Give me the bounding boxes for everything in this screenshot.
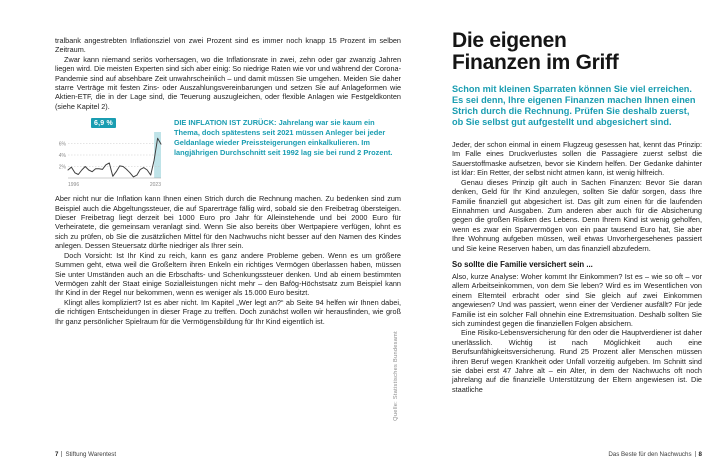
body-paragraph: Zwar kann niemand seriös vorhersagen, wo die Inflationsrate in zwei, zehn oder gar zwanzig Jahren liegen wird. Die meisten Experten sind sich aber einig: So niedrige Raten wie vor und während der Corona-Pandemie sind auf absehbare Zeit unwahrscheinlich – und damit müssen Sie umgehen. Meiden Sie daher starre Verträge mit festen Zins- oder Auszahlungsvereinbarungen und setzen Sie auf Anlageformen wie Aktien-ETF, die in der Lage sind, die Teuerung auszugleichen, oder flexible Anlagen wie Festgeldkonten (siehe Kapitel 2).: [55, 54, 401, 111]
page-right: [452, 30, 702, 394]
chapter-title-line-1: Die eigenen: [452, 29, 567, 52]
chart-callout-lead: DIE INFLATION IST ZURÜCK:: [174, 118, 277, 128]
chapter-title-line-2: Finanzen im Griff: [452, 51, 619, 75]
body-paragraph: Jeder, der schon einmal in einem Flugzeug gesessen hat, kennt das Prinzip: Im Falle eines Druckverlustes sollen die Passagiere zuerst selbst die Sauerstoffmaske aufsetzen, bevor sie Kindern helfen. Der Gedanke dahinter ist klar: Ein Retter, der selbst nicht atmen kann, ist wenig hilfreich.: [452, 140, 702, 178]
inflation-peak-badge: 6,9 %: [91, 118, 116, 128]
footer-text-right: Das Beste für den Nachwuchs: [608, 451, 692, 458]
page-left: [55, 36, 401, 326]
body-paragraph: Klingt alles kompliziert? Ist es aber nicht. Im Kapitel „Wer legt an?“ ab Seite 94 helfen wir Ihnen dabei, die richtigen Entscheidungen in dieser Frage zu treffen. Doch zunächst wollen wir herausfinden, wie groß Ihr ganz persönlicher Spielraum für die Vermögensbildung für Ihr Kind eigentlich ist.: [55, 297, 401, 326]
page-number-right: 8: [698, 451, 702, 458]
body-paragraph: Genau dieses Prinzip gilt auch in Sachen Finanzen: Bevor Sie daran denken, Geld für Ihr Kind anzulegen, sollten Sie dafür sorgen, dass Ihre Familie finanziell gut abgesichert ist. Das gilt zum einen für die laufenden Einnahmen und Ausgaben. Zum anderen aber auch für die Absicherung gegen die großen Risiken des Lebens. Denn Ihrem Kind ist wenig geholfen, wenn es zwar ein Sparvermögen von ein paar tausend Euro hat, Sie aber Ihre Wohnung aufgeben müssen, weil etwas Unvorhergesehenes passiert und Sie keine Reserven haben, um das finanziell abzufedern.: [452, 177, 702, 253]
chart-source-note: Quelle: Statistisches Bundesamt: [393, 331, 399, 421]
page-footer-left: [55, 451, 116, 458]
chart-callout: [165, 118, 401, 187]
chart-callout-text: Jahrelang war sie kaum ein Thema, doch spätestens seit 2021 müssen Anleger bei jeder Geldanlage wieder Preissteigerungen einkalkulieren. Im langjährigen Durchschnitt seit 1992 lag sie bei rund 2 Prozent.: [174, 118, 393, 157]
footer-divider: [61, 451, 62, 457]
svg-text:1996: 1996: [68, 182, 80, 188]
body-paragraph: Aber nicht nur die Inflation kann Ihnen einen Strich durch die Rechnung machen. Zu bedenken sind zum Beispiel auch die Abgeltungssteuer, die auf Sparerträge fällig wird, sobald sie den Freibetrag übersteigen. Dieser Freibetrag liegt derzeit bei 1000 Euro pro Jahr für Alleinstehende und bei 2000 Euro für Verheiratete, die gemeinsam veranlagt sind. Wenn Sie also bereits über Wertpapiere verfügen, lohnt es sich zu prüfen, ob Sie die zusätzlichen Mittel für den Nachwuchs nicht besser auf den Namen des Kindes anlegen. Dessen Steuersatz dürfte niedriger als Ihrer sein.: [55, 194, 401, 251]
body-paragraph: tralbank angestrebten Inflationsziel von zwei Prozent sind es immer noch knapp 15 Prozent im selben Zeitraum.: [55, 36, 401, 55]
footer-divider: [695, 451, 696, 457]
body-paragraph: Doch Vorsicht: Ist Ihr Kind zu reich, kann es ganz andere Probleme geben. Wenn es um größere Summen geht, etwa weil die Großeltern ihren Enkeln ein richtiges Vermögen überlassen haben, müssen Sie unter Umständen auch an die Erbschafts- und Schenkungssteuer denken. Und ab einem bestimmten Vermögen zahlt der Staat einige Sozialleistungen nicht mehr – den Bafög-Höchstsatz zum Beispiel kann Ihr Kind in der Regel nur bekommen, wenn es weniger als 15.000 Euro besitzt.: [55, 250, 401, 298]
chapter-title: [452, 30, 702, 75]
page-number-left: 7: [55, 451, 59, 458]
section-subheading: So sollte die Familie versichert sein ...: [452, 259, 593, 269]
chapter-intro: Schon mit kleinen Sparraten können Sie viel erreichen. Es sei denn, Ihre eigenen Finanzen machen Ihnen einen Strich durch die Rechnung. Prüfen Sie deshalb zuerst, ob Sie selbst gut aufgestellt und abgesichert sind.: [452, 83, 696, 128]
footer-text-left: Stiftung Warentest: [65, 451, 117, 458]
svg-text:6%: 6%: [58, 141, 66, 148]
svg-text:4%: 4%: [58, 153, 66, 160]
svg-text:2%: 2%: [58, 164, 66, 171]
inflation-chart: [55, 118, 165, 187]
body-paragraph: Also, kurze Analyse: Woher kommt Ihr Einkommen? Ist es – wie so oft – vor allem Arbeitseinkommen, von dem Sie leben? Wird es im Wesentlichen von einem Elternteil erbracht oder sind Sie gleich auf zwei Einkommen angewiesen? Und was passiert, wenn einer der Verdiener ausfällt? Für jede Familie ist ein solcher Fall ohnehin eine Extremsituation. Deshalb sollten Sie sich zumindest gegen die finanziellen Folgen absichern.: [452, 271, 702, 328]
inflation-figure: [55, 118, 401, 187]
svg-text:2023: 2023: [149, 182, 161, 188]
body-paragraph: Eine Risiko-Lebensversicherung für den oder die Hauptverdiener ist daher unerlässlich. Wichtig ist nach Möglichkeit auch eine Berufsunfähigkeitsversicherung. Rund 25 Prozent aller Menschen müssen ihren Beruf wegen Krankheit oder Unfall vorzeitig aufgeben. Im Schnitt sind sie dabei erst 47 Jahre alt – ein Alter, in dem der Nachwuchs oft noch jahrelang auf die finanzielle Unterstützung der Eltern angewiesen ist. Die staatliche: [452, 328, 702, 394]
inflation-line-chart: [55, 129, 163, 187]
page-footer-right: [608, 451, 702, 458]
